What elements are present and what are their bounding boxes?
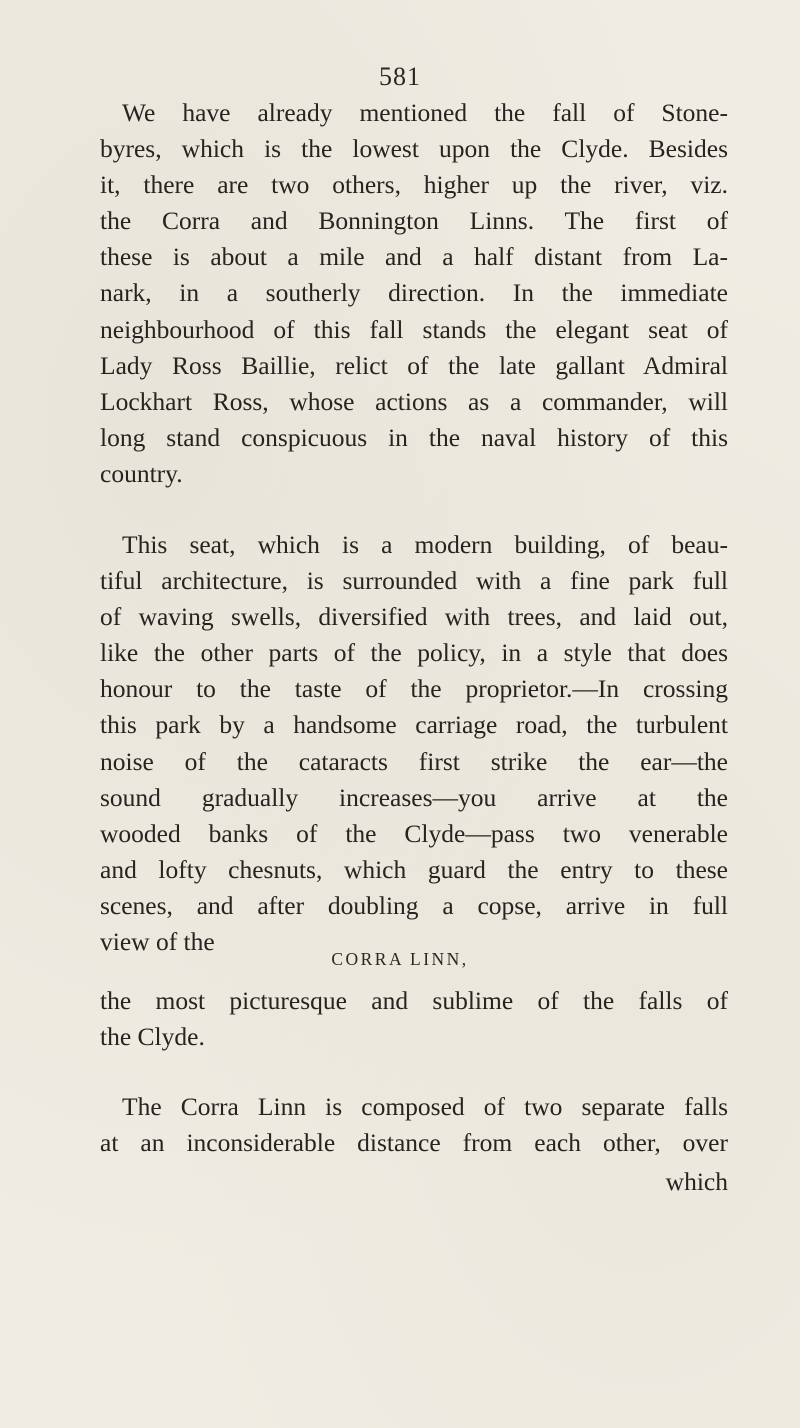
- paragraph-stonebyres: [100, 95, 728, 492]
- page-number: 581: [379, 62, 421, 91]
- text-line: nark, in a southerly direction. In the immediate: [100, 278, 728, 308]
- paragraph-seat: [100, 527, 728, 960]
- text-line: this park by a handsome carriage road, the turbulent: [100, 710, 728, 740]
- text-line: and lofty chesnuts, which guard the entry to these: [100, 854, 728, 884]
- text-line: the most picturesque and sublime of the falls of: [100, 986, 728, 1015]
- paragraph-corra-linn-falls: [100, 1089, 728, 1161]
- catchword: which: [665, 1167, 728, 1196]
- text-line: country.: [100, 458, 183, 488]
- text-line: the Corra and Bonnington Linns. The first of: [100, 206, 728, 236]
- text-line: tiful architecture, is surrounded with a fine park full: [100, 566, 728, 596]
- text-line: Lady Ross Baillie, relict of the late gallant Admiral: [100, 350, 728, 380]
- text-line: noise of the cataracts first strike the ear—the: [100, 746, 728, 776]
- text-line: honour to the taste of the proprietor.—In crossing: [100, 674, 728, 704]
- text-line: Lockhart Ross, whose actions as a commander, will: [100, 386, 728, 416]
- text-line: the Clyde.: [100, 1022, 205, 1052]
- section-heading: CORRA LINN,: [331, 949, 469, 969]
- text-line: view of the: [100, 927, 215, 957]
- text-line: wooded banks of the Clyde—pass two venerable: [100, 818, 728, 848]
- text-line: byres, which is the lowest upon the Clyde. Besides: [100, 134, 728, 164]
- text-line: scenes, and after doubling a copse, arrive in full: [100, 890, 728, 920]
- text-line: neighbourhood of this fall stands the elegant seat of: [100, 314, 728, 344]
- text-line: sound gradually increases—you arrive at the: [100, 782, 728, 812]
- text-line: these is about a mile and a half distant from La-: [100, 242, 728, 272]
- text-line: like the other parts of the policy, in a style that does: [100, 638, 728, 668]
- text-line: it, there are two others, higher up the river, viz.: [100, 170, 728, 200]
- text-line: of waving swells, diversified with trees, and laid out,: [100, 602, 728, 632]
- text-line: We have already mentioned the fall of Stone-: [122, 98, 728, 127]
- text-line: The Corra Linn is composed of two separate falls: [122, 1092, 728, 1121]
- text-line: long stand conspicuous in the naval history of this: [100, 422, 728, 452]
- paragraph-corra-linn-intro: [100, 983, 728, 1055]
- text-line: This seat, which is a modern building, of beau-: [122, 530, 728, 559]
- text-line: at an inconsiderable distance from each other, over: [100, 1128, 728, 1158]
